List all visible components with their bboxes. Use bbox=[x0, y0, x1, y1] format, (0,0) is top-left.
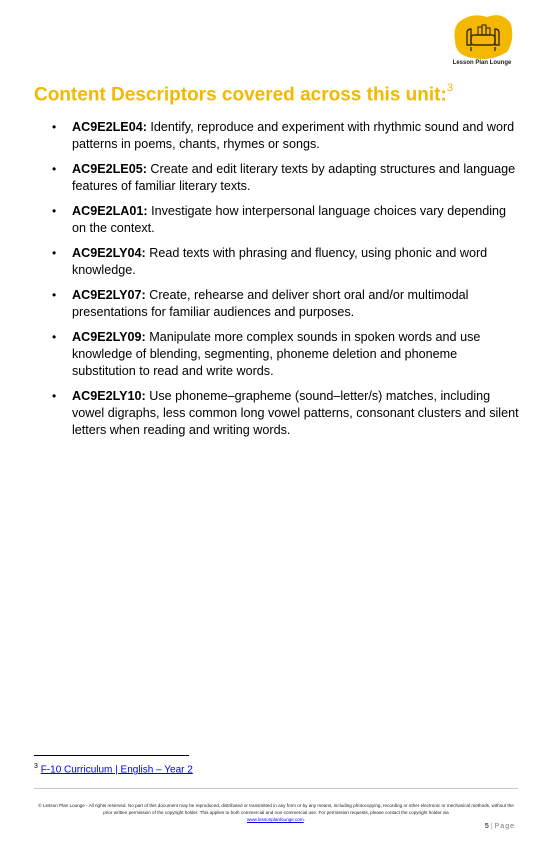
page-separator: | bbox=[490, 823, 493, 830]
lesson-plan-lounge-logo bbox=[447, 14, 517, 70]
descriptor-text: Investigate how interpersonal language choices vary depending on the context. bbox=[72, 204, 507, 235]
footnote-divider bbox=[34, 755, 189, 756]
page-number-value: 5 bbox=[484, 823, 489, 830]
copyright-notice bbox=[34, 802, 518, 823]
descriptor-text: Create, rehearse and deliver short oral and/or multimodal presentations for familiar audiences and purposes. bbox=[72, 288, 469, 319]
descriptor-list bbox=[52, 119, 522, 447]
bullet-icon: • bbox=[52, 330, 57, 344]
website-suffix: . bbox=[303, 817, 305, 822]
descriptor-text: Identify, reproduce and experiment with rhythmic sound and word patterns in poems, chants, rhymes or songs. bbox=[72, 120, 515, 151]
armchair-with-books-icon bbox=[453, 14, 513, 60]
footnote bbox=[34, 763, 193, 775]
page-label: Page bbox=[494, 823, 515, 830]
descriptor-code: AC9E2LY07: bbox=[72, 288, 146, 302]
bullet-icon: • bbox=[52, 162, 57, 176]
descriptor-item bbox=[52, 287, 522, 321]
bullet-icon: • bbox=[52, 389, 57, 403]
bullet-icon: • bbox=[52, 288, 57, 302]
descriptor-text: Create and edit literary texts by adapting structures and language features of familiar literary texts. bbox=[72, 162, 516, 193]
descriptor-code: AC9E2LY04: bbox=[72, 246, 146, 260]
bullet-icon: • bbox=[52, 204, 57, 218]
descriptor-item bbox=[52, 245, 522, 279]
descriptor-text: Manipulate more complex sounds in spoken words and use knowledge of blending, segmenting, phoneme deletion and phoneme substitution to read and write words. bbox=[72, 330, 481, 378]
descriptor-text: Use phoneme–grapheme (sound–letter/s) matches, including vowel digraphs, less common long vowel patterns, consonant clusters and silent letters when reading and writing words. bbox=[72, 389, 519, 437]
descriptor-code: AC9E2LE05: bbox=[72, 162, 147, 176]
copyright-text: © Lesson Plan Lounge - All rights reserved. No part of this document may be reproduced, distributed or transmitted in any form or by any means, including photocopying, recording or other electronic or mechanical methods, without the prior written permission of the copyright holder. This applies to both commercial and non-commercial use. For permission requests, please contact the copyright holder via bbox=[38, 803, 514, 815]
descriptor-item bbox=[52, 119, 522, 153]
descriptor-item bbox=[52, 161, 522, 195]
descriptor-text: Read texts with phrasing and fluency, using phonic and word knowledge. bbox=[72, 246, 488, 277]
footnote-number: 3 bbox=[34, 763, 38, 770]
website-link[interactable]: www.lessonplanlounge.com bbox=[247, 817, 304, 822]
bullet-icon: • bbox=[52, 246, 57, 260]
logo-text: Lesson Plan Lounge bbox=[452, 60, 512, 66]
descriptor-code: AC9E2LE04: bbox=[72, 120, 147, 134]
descriptor-code: AC9E2LA01: bbox=[72, 204, 148, 218]
footer-divider bbox=[34, 788, 518, 789]
bullet-icon: • bbox=[52, 120, 57, 134]
descriptor-code: AC9E2LY10: bbox=[72, 389, 146, 403]
heading-footnote-ref[interactable]: 3 bbox=[446, 82, 453, 94]
section-heading bbox=[34, 84, 453, 106]
descriptor-code: AC9E2LY09: bbox=[72, 330, 146, 344]
descriptor-item bbox=[52, 388, 522, 439]
heading-text: Content Descriptors covered across this unit: bbox=[34, 84, 447, 106]
descriptor-item bbox=[52, 329, 522, 380]
page-number bbox=[485, 823, 515, 830]
descriptor-item bbox=[52, 203, 522, 237]
footnote-link[interactable]: F-10 Curriculum | English – Year 2 bbox=[40, 764, 193, 776]
